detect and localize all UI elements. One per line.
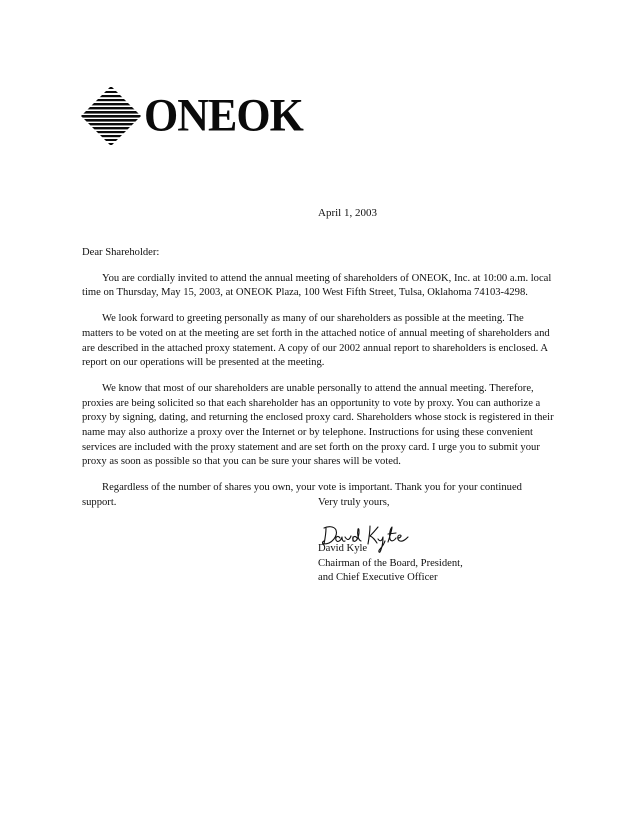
company-logo [80, 85, 303, 147]
closing: Very truly yours, [318, 497, 390, 508]
signer-block [318, 542, 463, 586]
paragraph-1: You are cordially invited to attend the annual meeting of shareholders of ONEOK, Inc. at 10:00 a.m. local time on Thursday, May 15, 2003, at ONEOK Plaza, 100 West Fifth Street, Tulsa, Oklahoma 74103-4298. [82, 272, 552, 299]
paragraph-2: We look forward to greeting personally as many of our shareholders as possible at the meeting. The matters to be voted on at the meeting are set forth in the attached notice of annual meeting of shareholders and are described in the attached proxy statement. A copy of our 2002 annual report to shareholders is enclosed. A report on our operations will be presented at the meeting. [82, 313, 550, 369]
letter-date: April 1, 2003 [318, 207, 377, 219]
signer-name: David Kyle [318, 543, 368, 554]
logo-wordmark: ONEOK [144, 89, 303, 142]
signer-title-line-2: and Chief Executive Officer [318, 572, 438, 584]
letter-body [82, 246, 557, 522]
signer-title-line-1: Chairman of the Board, President, [318, 557, 463, 569]
paragraph-3: We know that most of our shareholders are unable personally to attend the annual meeting. Therefore, proxies are being solicited so that each shareholder has an opportunity to vote by proxy. You can authorize a proxy by signing, dating, and returning the enclosed proxy card. Shareholders whose stock is registered in their name may also authorize a proxy over the Internet or by telephone. Instructions for using these convenient services are included with the proxy statement and are set forth on the proxy card. I urge you to submit your proxy as soon as possible so that you can be sure your shares will be voted. [82, 382, 554, 468]
diamond-stripes-icon [80, 85, 142, 147]
salutation: Dear Shareholder: [82, 247, 160, 258]
paragraph-4: Regardless of the number of shares you own, your vote is important. Thank you for your continued support. [82, 482, 522, 508]
